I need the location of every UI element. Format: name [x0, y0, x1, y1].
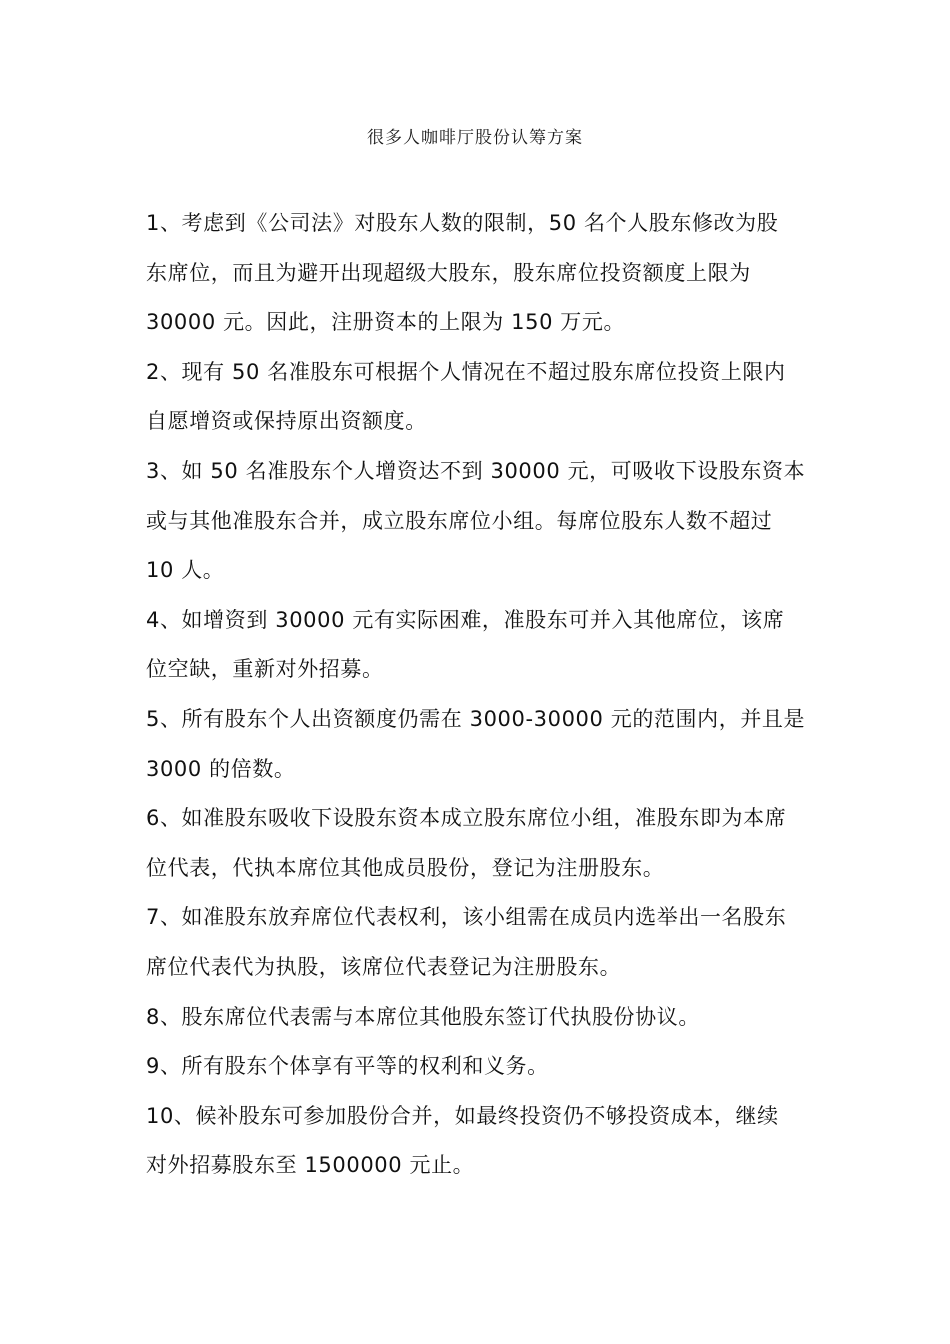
paragraph-line: 6、如准股东吸收下设股东资本成立股东席位小组，准股东即为本席: [146, 806, 787, 831]
paragraph-list: [146, 199, 814, 1191]
paragraph-line: 席位代表代为执股，该席位代表登记为注册股东。: [146, 954, 622, 979]
paragraph-line: 位空缺，重新对外招募。: [146, 657, 384, 682]
paragraph-6: [146, 794, 814, 893]
paragraph-line: 9、所有股东个体享有平等的权利和义务。: [146, 1054, 549, 1079]
paragraph-line: 3000 的倍数。: [146, 756, 296, 781]
paragraph-line: 对外招募股东至 1500000 元止。: [146, 1153, 475, 1178]
paragraph-line: 3、如 50 名准股东个人增资达不到 30000 元，可吸收下设股东资本: [146, 458, 806, 483]
paragraph-line: 10 人。: [146, 558, 225, 583]
paragraph-2: [146, 348, 814, 447]
paragraph-line: 10、候补股东可参加股份合并，如最终投资仍不够投资成本，继续: [146, 1103, 779, 1128]
paragraph-3: [146, 447, 814, 596]
paragraph-line: 自愿增资或保持原出资额度。: [146, 409, 427, 434]
paragraph-1: [146, 199, 814, 348]
paragraph-9: [146, 1042, 814, 1092]
paragraph-4: [146, 596, 814, 695]
paragraph-10: [146, 1092, 814, 1191]
paragraph-5: [146, 695, 814, 794]
paragraph-line: 4、如增资到 30000 元有实际困难，准股东可并入其他席位，该席: [146, 607, 785, 632]
paragraph-line: 7、如准股东放弃席位代表权利，该小组需在成员内选举出一名股东: [146, 905, 787, 930]
paragraph-8: [146, 993, 814, 1043]
paragraph-line: 30000 元。因此，注册资本的上限为 150 万元。: [146, 310, 626, 335]
paragraph-line: 8、股东席位代表需与本席位其他股东签订代执股份协议。: [146, 1004, 700, 1029]
paragraph-line: 5、所有股东个人出资额度仍需在 3000-30000 元的范围内，并且是: [146, 706, 806, 731]
paragraph-line: 2、现有 50 名准股东可根据个人情况在不超过股东席位投资上限内: [146, 359, 786, 384]
document-title: 很多人咖啡厅股份认筹方案: [367, 128, 583, 148]
paragraph-line: 1、考虑到《公司法》对股东人数的限制，50 名个人股东修改为股: [146, 211, 779, 235]
paragraph-line: 东席位，而且为避开出现超级大股东，股东席位投资额度上限为: [146, 260, 751, 285]
paragraph-line: 位代表，代执本席位其他成员股份，登记为注册股东。: [146, 855, 665, 880]
paragraph-line: 或与其他准股东合并，成立股东席位小组。每席位股东人数不超过: [146, 508, 773, 533]
paragraph-7: [146, 893, 814, 992]
